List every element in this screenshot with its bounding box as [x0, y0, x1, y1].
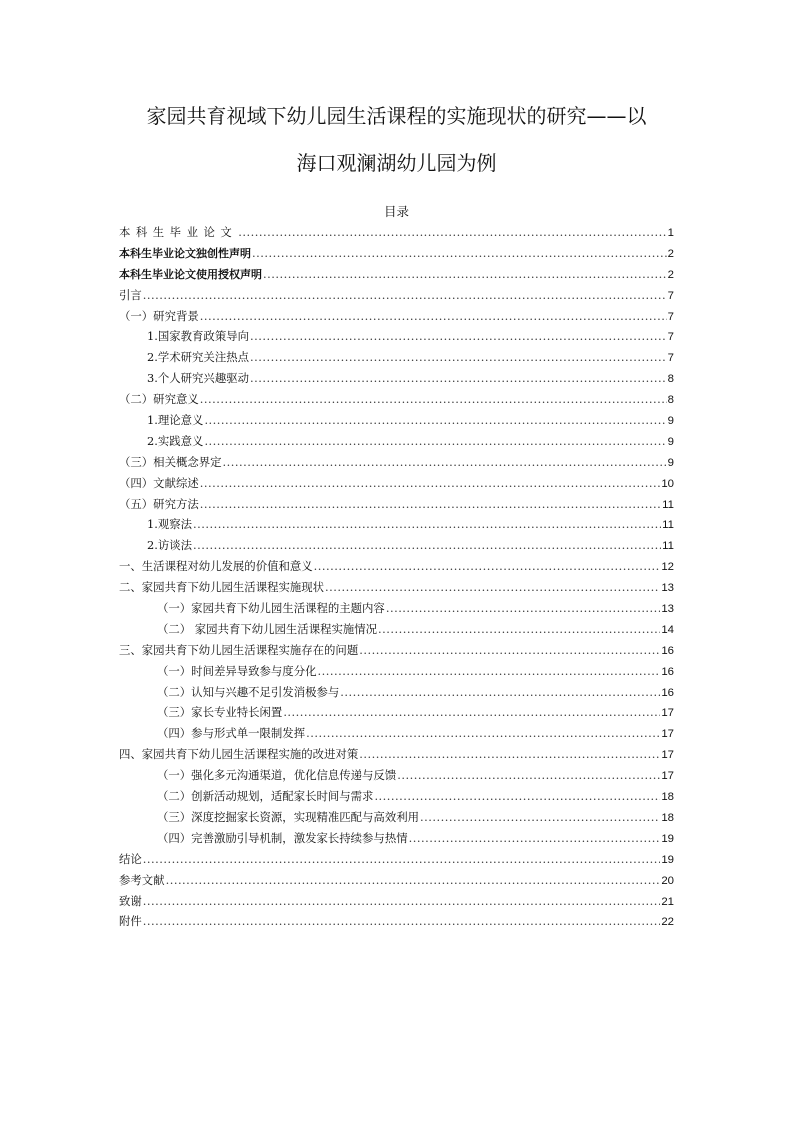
toc-entry-page-number: 9 — [667, 435, 674, 448]
toc-entry-label: 附件 — [119, 914, 142, 929]
toc-entry-label: （一）时间差异导致参与度分化 — [157, 663, 317, 678]
toc-entry[interactable] — [119, 744, 674, 765]
toc-entry[interactable] — [119, 222, 674, 243]
toc-entry-page-number: 17 — [661, 728, 674, 741]
toc-entry[interactable] — [119, 473, 674, 494]
toc-entry[interactable] — [119, 807, 674, 828]
toc-entry-label: 四、家园共育下幼儿园生活课程实施的改进对策 — [119, 747, 359, 762]
toc-entry[interactable] — [119, 264, 674, 285]
toc-entry[interactable] — [119, 765, 674, 786]
toc-leader-dots — [193, 514, 661, 535]
toc-entry-label: 3.个人研究兴趣驱动 — [147, 371, 249, 386]
toc-entry-label: 2.访谈法 — [147, 538, 193, 553]
toc-leader-dots — [420, 807, 660, 828]
toc-entry-page-number: 21 — [661, 895, 674, 908]
toc-entry-page-number: 9 — [667, 456, 674, 469]
toc-entry[interactable] — [119, 911, 674, 932]
toc-entry[interactable] — [119, 786, 674, 807]
toc-entry[interactable] — [119, 598, 674, 619]
toc-leader-dots — [143, 891, 661, 912]
toc-entry[interactable] — [119, 828, 674, 849]
toc-entry-page-number: 17 — [661, 770, 674, 783]
toc-entry-label: （一）研究背景 — [119, 308, 199, 323]
toc-entry[interactable] — [119, 389, 674, 410]
toc-entry-page-number: 16 — [661, 686, 674, 699]
toc-entry-label: （一）家园共育下幼儿园生活课程的主题内容 — [157, 601, 385, 616]
toc-leader-dots — [263, 264, 667, 285]
toc-leader-dots — [200, 494, 661, 515]
toc-entry[interactable] — [119, 326, 674, 347]
toc-entry-page-number: 19 — [661, 853, 674, 866]
toc-leader-dots — [238, 222, 666, 243]
toc-entry[interactable] — [119, 870, 674, 891]
toc-entry-label: （二）认知与兴趣不足引发消极参与 — [157, 684, 340, 699]
toc-entry-page-number: 7 — [667, 331, 674, 344]
toc-entry-label: 参考文献 — [119, 872, 165, 887]
toc-leader-dots — [359, 744, 660, 765]
toc-entry-page-number: 9 — [667, 415, 674, 428]
toc-entry[interactable] — [119, 682, 674, 703]
toc-leader-dots — [143, 285, 667, 306]
document-title-line-2: 海口观澜湖幼儿园为例 — [296, 151, 497, 175]
toc-entry[interactable] — [119, 347, 674, 368]
toc-entry-label: （二） 家园共育下幼儿园生活课程实施情况 — [157, 621, 378, 636]
toc-entry-page-number: 10 — [661, 477, 674, 490]
toc-entry[interactable] — [119, 368, 674, 389]
toc-entry[interactable] — [119, 661, 674, 682]
toc-entry-page-number: 16 — [661, 665, 674, 678]
toc-leader-dots — [325, 577, 660, 598]
toc-entry-label: 2.学术研究关注热点 — [147, 350, 249, 365]
toc-entry[interactable] — [119, 514, 674, 535]
toc-leader-dots — [317, 661, 660, 682]
toc-entry[interactable] — [119, 702, 674, 723]
toc-entry-page-number: 7 — [667, 352, 674, 365]
toc-entry-page-number: 18 — [661, 811, 674, 824]
toc-leader-dots — [359, 640, 660, 661]
toc-entry-label: 本科生毕业论文独创性声明 — [119, 246, 251, 260]
toc-entry-label: （四）文献综述 — [119, 475, 199, 490]
toc-leader-dots — [200, 473, 661, 494]
toc-entry-page-number: 8 — [667, 373, 674, 386]
toc-entry-page-number: 7 — [667, 310, 674, 323]
toc-entry-page-number: 7 — [667, 289, 674, 302]
toc-leader-dots — [283, 702, 660, 723]
toc-entry-page-number: 13 — [661, 582, 674, 595]
toc-entry-page-number: 2 — [667, 247, 674, 260]
toc-entry-page-number: 8 — [667, 394, 674, 407]
toc-entry[interactable] — [119, 535, 674, 556]
toc-entry-page-number: 1 — [667, 227, 674, 239]
toc-entry-page-number: 12 — [661, 561, 674, 574]
toc-entry[interactable] — [119, 723, 674, 744]
toc-leader-dots — [223, 452, 667, 473]
toc-entry-page-number: 18 — [661, 791, 674, 804]
toc-entry-label: （四）完善激励引导机制，激发家长持续参与热情 — [157, 830, 408, 845]
toc-entry[interactable] — [119, 285, 674, 306]
toc-leader-dots — [306, 723, 660, 744]
toc-entry-page-number: 14 — [661, 623, 674, 636]
toc-entry-label: （五）研究方法 — [119, 496, 199, 511]
toc-leader-dots — [200, 389, 667, 410]
toc-heading: 目录 — [383, 204, 409, 219]
toc-entry-page-number: 11 — [662, 498, 674, 511]
toc-entry[interactable] — [119, 431, 674, 452]
toc-leader-dots — [314, 556, 661, 577]
toc-entry[interactable] — [119, 494, 674, 515]
toc-entry[interactable] — [119, 619, 674, 640]
toc-entry[interactable] — [119, 556, 674, 577]
toc-entry[interactable] — [119, 410, 674, 431]
toc-entry-label: 本科生毕业论文 — [119, 225, 238, 239]
toc-entry[interactable] — [119, 640, 674, 661]
toc-leader-dots — [166, 870, 661, 891]
toc-entry-label: （二）创新活动规划，适配家长时间与需求 — [157, 789, 374, 804]
toc-leader-dots — [250, 326, 667, 347]
toc-leader-dots — [250, 347, 667, 368]
toc-entry[interactable] — [119, 577, 674, 598]
toc-entry-page-number: 2 — [667, 268, 674, 281]
toc-leader-dots — [250, 368, 667, 389]
toc-entry-label: （一）强化多元沟通渠道，优化信息传递与反馈 — [157, 768, 397, 783]
toc-leader-dots — [378, 619, 660, 640]
toc-entry[interactable] — [119, 306, 674, 327]
toc-entry-label: 本科生毕业论文使用授权声明 — [119, 267, 262, 281]
toc-leader-dots — [374, 786, 660, 807]
toc-entry-page-number: 19 — [661, 832, 674, 845]
toc-entry-label: 致谢 — [119, 893, 142, 908]
toc-entry-label: 二、家园共育下幼儿园生活课程实施现状 — [119, 580, 325, 595]
toc-entry-page-number: 20 — [661, 874, 674, 887]
toc-entry[interactable] — [119, 452, 674, 473]
toc-leader-dots — [200, 306, 667, 327]
toc-leader-dots — [204, 431, 666, 452]
toc-entry-page-number: 17 — [661, 749, 674, 762]
toc-entry-page-number: 11 — [662, 519, 674, 532]
toc-entry-page-number: 13 — [661, 603, 674, 616]
toc-entry-label: 1.理论意义 — [147, 413, 204, 428]
toc-entry-label: 1.观察法 — [147, 517, 193, 532]
toc-entry-label: 引言 — [119, 287, 142, 302]
toc-leader-dots — [143, 911, 661, 932]
toc-leader-dots — [143, 849, 661, 870]
toc-leader-dots — [340, 682, 660, 703]
toc-entry-label: （三）深度挖掘家长资源，实现精准匹配与高效利用 — [157, 809, 419, 824]
toc-entry-page-number: 22 — [661, 916, 674, 929]
toc-entry-page-number: 16 — [661, 644, 674, 657]
toc-leader-dots — [409, 828, 661, 849]
toc-entry[interactable] — [119, 891, 674, 912]
toc-entry[interactable] — [119, 849, 674, 870]
toc-entry-label: （四）参与形式单一限制发挥 — [157, 726, 306, 741]
table-of-contents — [119, 222, 674, 932]
toc-entry-label: （三）相关概念界定 — [119, 454, 222, 469]
toc-entry-label: 1.国家教育政策导向 — [147, 329, 249, 344]
toc-entry-label: 2.实践意义 — [147, 433, 204, 448]
toc-entry-label: 三、家园共育下幼儿园生活课程实施存在的问题 — [119, 642, 359, 657]
toc-entry-page-number: 17 — [661, 707, 674, 720]
toc-entry-label: 一、生活课程对幼儿发展的价值和意义 — [119, 559, 313, 574]
toc-entry-label: 结论 — [119, 851, 142, 866]
toc-entry-page-number: 11 — [662, 540, 674, 553]
document-title-line-1: 家园共育视域下幼儿园生活课程的实施现状的研究——以 — [146, 104, 647, 128]
toc-leader-dots — [397, 765, 660, 786]
toc-leader-dots — [204, 410, 666, 431]
toc-entry-label: （二）研究意义 — [119, 392, 199, 407]
toc-entry[interactable] — [119, 243, 674, 264]
toc-leader-dots — [252, 243, 667, 264]
toc-leader-dots — [386, 598, 661, 619]
toc-entry-label: （三）家长专业特长闲置 — [157, 705, 283, 720]
toc-leader-dots — [193, 535, 661, 556]
